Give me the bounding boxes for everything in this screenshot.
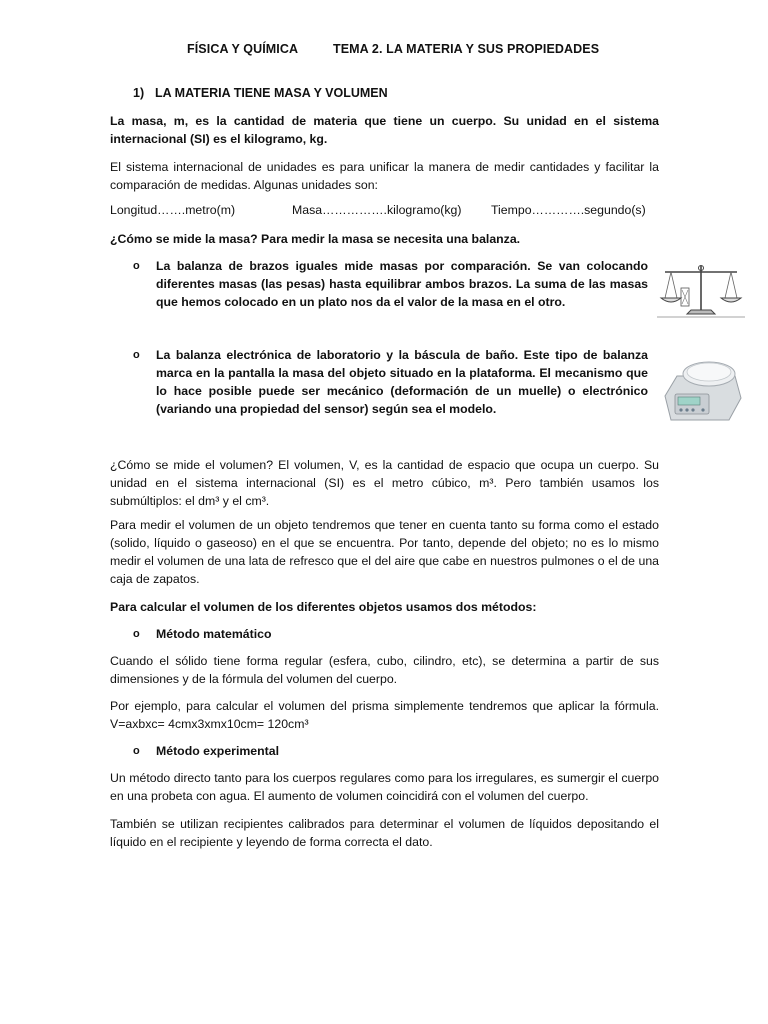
volume-measure-paragraph: Para medir el volumen de un objeto tendremos que tener en cuenta tanto su forma como el estado (solido, líquido o gaseoso) en el que se encuentra. Por tanto, depende del objeto; no es lo mismo medir el volumen de una lata de refresco que el del aire que cabe en nuestros pulmones o el de una caja de zapatos.	[110, 518, 659, 586]
section-number: 1)	[133, 86, 145, 100]
electronic-scale-image	[657, 346, 743, 426]
mass-definition-paragraph: La masa, m, es la cantidad de materia que tiene un cuerpo. Su unidad en el sistema internacional (SI) es el kilogramo, kg.	[110, 114, 659, 146]
section-heading	[133, 86, 388, 100]
method-title: Método experimental	[156, 744, 279, 758]
bullet-text: La balanza de brazos iguales mide masas por comparación. Se van colocando diferentes masas (las pesas) hasta equilibrar ambos brazos. La suma de las masas que hemos colocado en un plato nos da el valor de la masa en el otro.	[156, 259, 648, 309]
si-units-paragraph: El sistema internacional de unidades es para unificar la manera de medir cantidades y facilitar la comparación de medidas. Algunas unidades son:	[110, 160, 659, 192]
method-experimental-paragraph: Un método directo tanto para los cuerpos regulares como para los irregulares, es sumergir el cuerpo en una probeta con agua. El aumento de volumen coincidirá con el volumen del cuerpo.	[110, 771, 659, 803]
unit-time: Tiempo………….segundo(s)	[491, 203, 646, 217]
calibrated-containers-paragraph: También se utilizan recipientes calibrados para determinar el volumen de líquidos depositando el líquido en el recipiente y leyendo de forma correcta el dato.	[110, 817, 659, 849]
unit-mass: Masa…………….kilogramo(kg)	[292, 203, 462, 217]
method-title: Método matemático	[156, 627, 272, 641]
formula-example-paragraph: Por ejemplo, para calcular el volumen del prisma simplemente tendremos que aplicar la fórmula. V=axbxc= 4cmx3xmx10cm= 120cm³	[110, 699, 659, 731]
header-topic: TEMA 2. LA MATERIA Y SUS PROPIEDADES	[333, 42, 600, 56]
section-title: LA MATERIA TIENE MASA Y VOLUMEN	[155, 86, 388, 100]
bullet-marker: o	[133, 260, 140, 272]
bullet-marker: o	[133, 349, 140, 361]
volume-methods-intro: Para calcular el volumen de los diferentes objetos usamos dos métodos:	[110, 600, 537, 614]
method-experimental-heading	[133, 742, 648, 760]
bullet-marker: o	[133, 745, 140, 757]
method-mathematical-paragraph: Cuando el sólido tiene forma regular (esfera, cubo, cilindro, etc), se determina a partir de sus dimensiones y de la fórmula del volumen del cuerpo.	[110, 654, 659, 686]
bullet-equal-arm-balance	[133, 257, 648, 311]
method-mathematical-heading	[133, 625, 648, 643]
bullet-marker: o	[133, 628, 140, 640]
bullet-electronic-scale	[133, 346, 648, 418]
header-subject: FÍSICA Y QUÍMICA	[187, 42, 299, 56]
mass-question: ¿Cómo se mide la masa? Para medir la masa se necesita una balanza.	[110, 232, 521, 246]
bullet-text: La balanza electrónica de laboratorio y la báscula de baño. Este tipo de balanza marca en la pantalla la masa del objeto situado en la plataforma. El mecanismo que lo hace posible puede ser mecánico (deformación de un muelle) o electrónico (variando una propiedad del sensor) según sea el modelo.	[156, 348, 648, 416]
units-list	[110, 203, 670, 221]
equal-arm-balance-image	[657, 260, 745, 320]
unit-length: Longitud…….metro(m)	[110, 203, 236, 217]
volume-definition-paragraph: ¿Cómo se mide el volumen? El volumen, V, es la cantidad de espacio que ocupa un cuerpo. Su unidad en el sistema internacional (SI) es el metro cúbico, m³. Pero también usamos los submúltiplos: el dm³ y el cm³.	[110, 458, 659, 508]
